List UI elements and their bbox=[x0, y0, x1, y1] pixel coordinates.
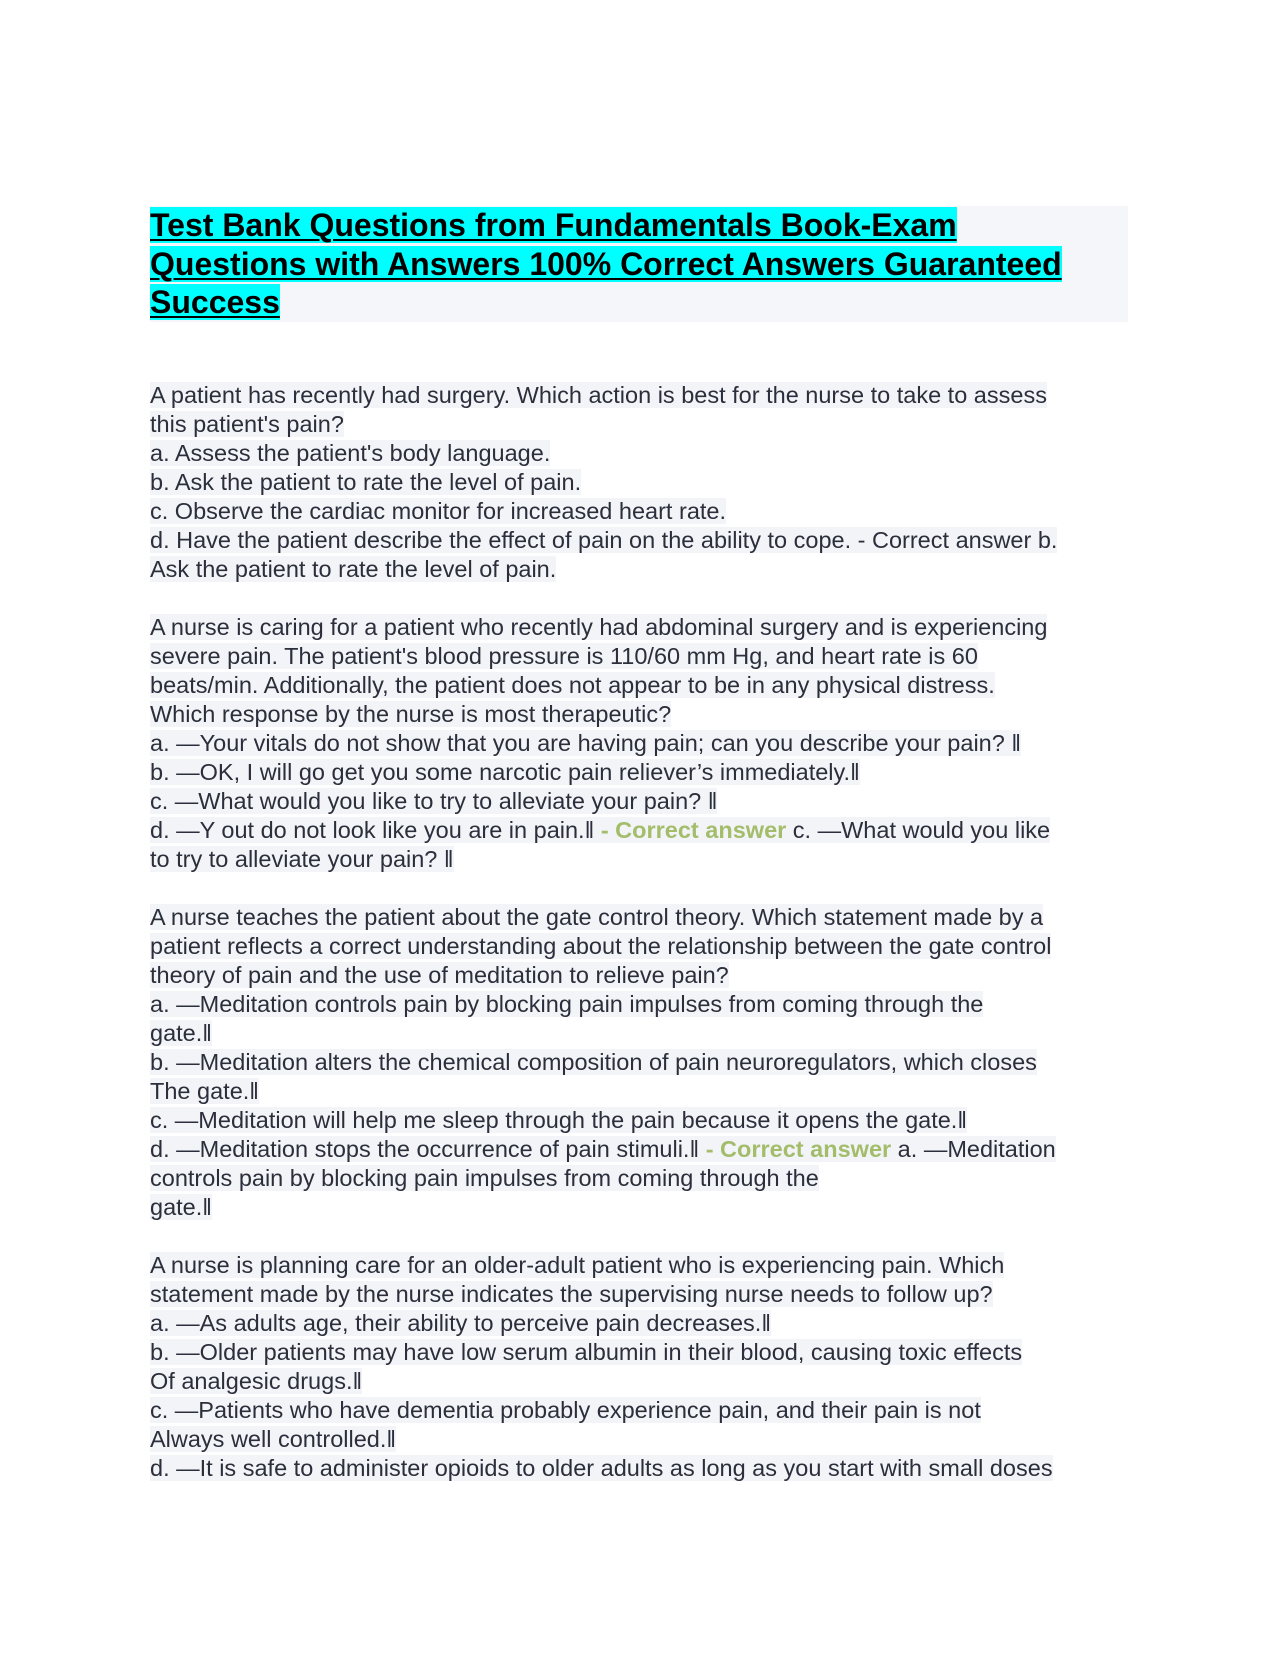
question-line bbox=[150, 729, 1150, 758]
line-text: severe pain. The patient's blood pressure is 110/60 mm Hg, and heart rate is 60 bbox=[150, 643, 978, 669]
line-text: theory of pain and the use of meditation to relieve pain? bbox=[150, 962, 729, 988]
question-line bbox=[150, 1309, 1150, 1338]
title-block bbox=[150, 206, 1128, 322]
question-line bbox=[150, 1077, 1150, 1106]
question-line bbox=[150, 526, 1150, 555]
question-block bbox=[150, 1251, 1150, 1483]
line-text: Of analgesic drugs.‖ bbox=[150, 1368, 363, 1394]
question-line bbox=[150, 410, 1150, 439]
question-line bbox=[150, 671, 1150, 700]
line-text: c. —What would you like to try to alleviate your pain? ‖ bbox=[150, 788, 718, 814]
line-text: statement made by the nurse indicates the supervising nurse needs to follow up? bbox=[150, 1281, 993, 1307]
title-line: Test Bank Questions from Fundamentals Book-Exam bbox=[150, 207, 957, 243]
question-block bbox=[150, 903, 1150, 1222]
line-text: A patient has recently had surgery. Which action is best for the nurse to take to assess bbox=[150, 382, 1047, 408]
line-text: d. Have the patient describe the effect of pain on the ability to cope. - Correct answer b. bbox=[150, 527, 1058, 553]
title-line: Questions with Answers 100% Correct Answers Guaranteed bbox=[150, 245, 1062, 282]
question-line bbox=[150, 1106, 1150, 1135]
correct-answer-label: - Correct answer bbox=[594, 817, 787, 843]
question-line bbox=[150, 555, 1150, 584]
question-line bbox=[150, 497, 1150, 526]
question-list bbox=[150, 381, 1150, 1512]
question-line bbox=[150, 613, 1150, 642]
answer-text: c. —What would you like bbox=[786, 817, 1051, 843]
line-text: b. Ask the patient to rate the level of pain. bbox=[150, 469, 582, 495]
correct-answer-label: - Correct answer bbox=[699, 1136, 892, 1162]
line-text: b. —OK, I will go get you some narcotic pain reliever’s immediately.‖ bbox=[150, 759, 860, 785]
question-line bbox=[150, 1367, 1150, 1396]
line-text: b. —Meditation alters the chemical composition of pain neuroregulators, which closes bbox=[150, 1049, 1037, 1075]
line-text: A nurse is caring for a patient who recently had abdominal surgery and is experiencing bbox=[150, 614, 1048, 640]
line-text: this patient's pain? bbox=[150, 411, 344, 437]
question-line bbox=[150, 1454, 1150, 1483]
question-line bbox=[150, 700, 1150, 729]
question-line bbox=[150, 439, 1150, 468]
question-line bbox=[150, 1019, 1150, 1048]
line-text: Which response by the nurse is most therapeutic? bbox=[150, 701, 672, 727]
question-line bbox=[150, 381, 1150, 410]
line-text: A nurse teaches the patient about the gate control theory. Which statement made by a bbox=[150, 904, 1044, 930]
line-text: a. Assess the patient's body language. bbox=[150, 440, 551, 466]
question-block bbox=[150, 613, 1150, 874]
document-title bbox=[150, 206, 1128, 322]
question-line bbox=[150, 1338, 1150, 1367]
line-text: beats/min. Additionally, the patient does not appear to be in any physical distress. bbox=[150, 672, 995, 698]
line-text: c. —Meditation will help me sleep through the pain because it opens the gate.‖ bbox=[150, 1107, 968, 1133]
line-text: patient reflects a correct understanding about the relationship between the gate control bbox=[150, 933, 1052, 959]
question-line bbox=[150, 1396, 1150, 1425]
question-line bbox=[150, 642, 1150, 671]
question-line bbox=[150, 1425, 1150, 1454]
title-line: Success bbox=[150, 284, 280, 320]
line-text: b. —Older patients may have low serum albumin in their blood, causing toxic effects bbox=[150, 1339, 1023, 1365]
line-text: Ask the patient to rate the level of pain. bbox=[150, 556, 557, 582]
line-text: to try to alleviate your pain? ‖ bbox=[150, 846, 454, 872]
line-text: controls pain by blocking pain impulses from coming through the bbox=[150, 1165, 819, 1191]
question-line bbox=[150, 468, 1150, 497]
question-line bbox=[150, 903, 1150, 932]
line-text: gate.‖ bbox=[150, 1194, 212, 1220]
question-line bbox=[150, 961, 1150, 990]
line-text: a. —Your vitals do not show that you are having pain; can you describe your pain? ‖ bbox=[150, 730, 1022, 756]
question-line bbox=[150, 1048, 1150, 1077]
line-text: d. —Y out do not look like you are in pain.‖ bbox=[150, 817, 595, 843]
answer-text: a. —Meditation bbox=[891, 1136, 1056, 1162]
question-line bbox=[150, 1280, 1150, 1309]
question-line bbox=[150, 758, 1150, 787]
question-line bbox=[150, 1135, 1150, 1164]
line-text: d. —Meditation stops the occurrence of pain stimuli.‖ bbox=[150, 1136, 700, 1162]
line-text: c. —Patients who have dementia probably experience pain, and their pain is not bbox=[150, 1397, 981, 1423]
line-text: The gate.‖ bbox=[150, 1078, 259, 1104]
question-line bbox=[150, 1193, 1150, 1222]
line-text: d. —It is safe to administer opioids to older adults as long as you start with small doses bbox=[150, 1455, 1053, 1481]
question-line bbox=[150, 990, 1150, 1019]
question-line bbox=[150, 1251, 1150, 1280]
line-text: a. —Meditation controls pain by blocking pain impulses from coming through the bbox=[150, 991, 984, 1017]
question-line bbox=[150, 816, 1150, 845]
question-block bbox=[150, 381, 1150, 584]
line-text: Always well controlled.‖ bbox=[150, 1426, 397, 1452]
question-line bbox=[150, 845, 1150, 874]
question-line bbox=[150, 1164, 1150, 1193]
question-line bbox=[150, 787, 1150, 816]
question-line bbox=[150, 932, 1150, 961]
line-text: c. Observe the cardiac monitor for increased heart rate. bbox=[150, 498, 727, 524]
line-text: a. —As adults age, their ability to perceive pain decreases.‖ bbox=[150, 1310, 772, 1336]
line-text: A nurse is planning care for an older-adult patient who is experiencing pain. Which bbox=[150, 1252, 1005, 1278]
line-text: gate.‖ bbox=[150, 1020, 212, 1046]
